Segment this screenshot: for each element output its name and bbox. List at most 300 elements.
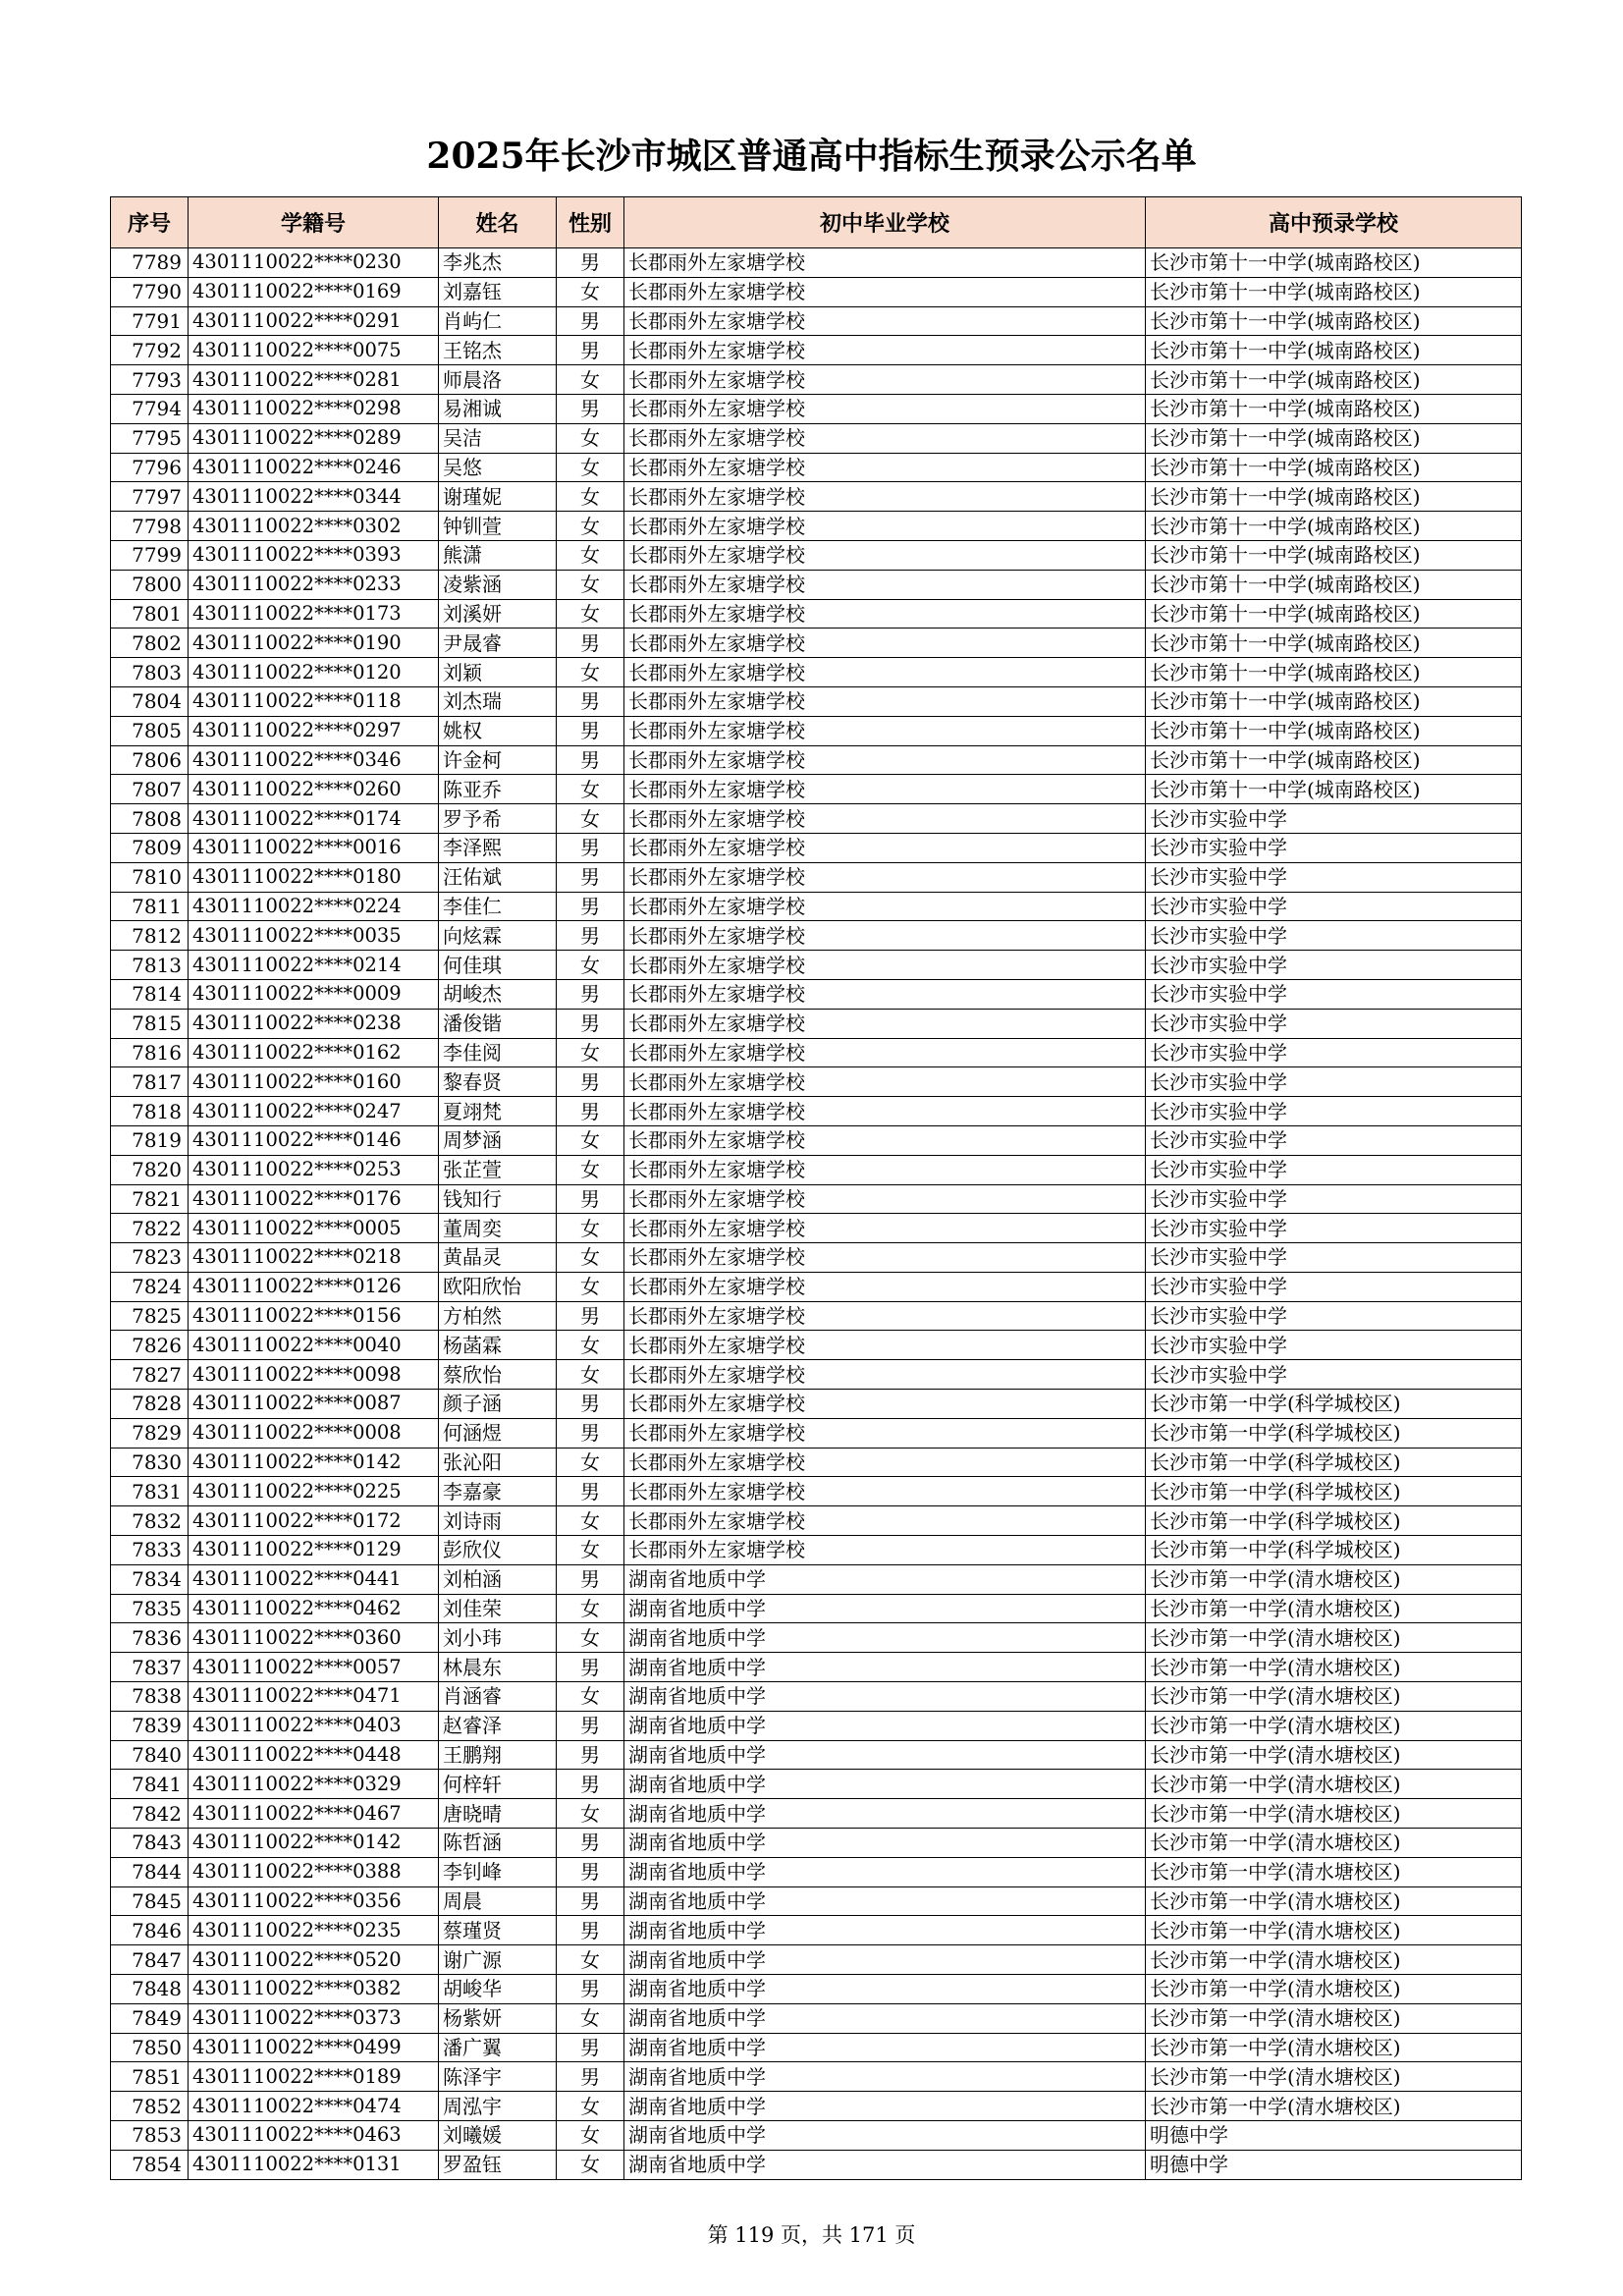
cell-gender: 男 — [557, 1886, 624, 1916]
cell-junior-school: 长郡雨外左家塘学校 — [624, 277, 1146, 306]
table-row — [111, 2092, 1522, 2121]
cell-admitted-school: 长沙市第十一中学(城南路校区) — [1146, 423, 1522, 453]
cell-admitted-school: 长沙市第一中学(清水塘校区) — [1146, 1857, 1522, 1886]
cell-name: 汪佑斌 — [439, 862, 557, 892]
cell-student-id: 4301110022****0129 — [189, 1536, 439, 1565]
cell-student-id: 4301110022****0057 — [189, 1653, 439, 1682]
cell-name: 颜子涵 — [439, 1390, 557, 1419]
cell-admitted-school: 长沙市第十一中学(城南路校区) — [1146, 453, 1522, 482]
cell-junior-school: 湖南省地质中学 — [624, 2003, 1146, 2033]
table-row — [111, 482, 1522, 512]
cell-admitted-school: 长沙市第十一中学(城南路校区) — [1146, 277, 1522, 306]
cell-serial-number: 7823 — [111, 1243, 189, 1273]
cell-name: 黄晶灵 — [439, 1243, 557, 1273]
cell-junior-school: 长郡雨外左家塘学校 — [624, 1301, 1146, 1331]
cell-student-id: 4301110022****0016 — [189, 833, 439, 862]
admission-roster-table — [110, 196, 1522, 2180]
cell-gender: 女 — [557, 658, 624, 687]
cell-name: 师晨洛 — [439, 365, 557, 395]
cell-student-id: 4301110022****0360 — [189, 1623, 439, 1653]
cell-junior-school: 长郡雨外左家塘学校 — [624, 686, 1146, 716]
cell-serial-number: 7813 — [111, 951, 189, 980]
cell-serial-number: 7852 — [111, 2092, 189, 2121]
cell-junior-school: 长郡雨外左家塘学校 — [624, 1331, 1146, 1360]
page-footer: 第 119 页，共 171 页 — [707, 2223, 916, 2247]
cell-gender: 女 — [557, 1682, 624, 1712]
cell-gender: 男 — [557, 1975, 624, 2004]
cell-admitted-school: 长沙市第一中学(科学城校区) — [1146, 1506, 1522, 1536]
cell-admitted-school: 长沙市第一中学(清水塘校区) — [1146, 2062, 1522, 2092]
cell-serial-number: 7826 — [111, 1331, 189, 1360]
cell-serial-number: 7848 — [111, 1975, 189, 2004]
cell-admitted-school: 长沙市第十一中学(城南路校区) — [1146, 716, 1522, 745]
cell-serial-number: 7827 — [111, 1360, 189, 1390]
table-row — [111, 629, 1522, 658]
cell-gender: 男 — [557, 1653, 624, 1682]
cell-gender: 男 — [557, 1916, 624, 1945]
cell-serial-number: 7834 — [111, 1564, 189, 1594]
table-row — [111, 1829, 1522, 1858]
cell-gender: 女 — [557, 1536, 624, 1565]
table-row — [111, 1886, 1522, 1916]
cell-gender: 男 — [557, 2062, 624, 2092]
cell-admitted-school: 长沙市实验中学 — [1146, 1155, 1522, 1184]
cell-admitted-school: 长沙市第一中学(清水塘校区) — [1146, 1623, 1522, 1653]
header-name: 姓名 — [439, 197, 557, 248]
cell-name: 潘俊锴 — [439, 1009, 557, 1038]
cell-admitted-school: 长沙市实验中学 — [1146, 1009, 1522, 1038]
cell-junior-school: 湖南省地质中学 — [624, 2092, 1146, 2121]
cell-admitted-school: 长沙市实验中学 — [1146, 1125, 1522, 1155]
table-row — [111, 1653, 1522, 1682]
cell-gender: 男 — [557, 745, 624, 775]
cell-admitted-school: 明德中学 — [1146, 2121, 1522, 2151]
cell-gender: 女 — [557, 804, 624, 834]
cell-serial-number: 7811 — [111, 892, 189, 921]
cell-student-id: 4301110022****0176 — [189, 1184, 439, 1214]
cell-junior-school: 长郡雨外左家塘学校 — [624, 745, 1146, 775]
cell-serial-number: 7803 — [111, 658, 189, 687]
cell-gender: 女 — [557, 1125, 624, 1155]
cell-student-id: 4301110022****0499 — [189, 2033, 439, 2062]
table-row — [111, 862, 1522, 892]
cell-junior-school: 湖南省地质中学 — [624, 2150, 1146, 2179]
cell-student-id: 4301110022****0474 — [189, 2092, 439, 2121]
cell-gender: 男 — [557, 1418, 624, 1448]
cell-gender: 女 — [557, 1360, 624, 1390]
cell-gender: 男 — [557, 921, 624, 951]
cell-student-id: 4301110022****0298 — [189, 394, 439, 423]
cell-student-id: 4301110022****0297 — [189, 716, 439, 745]
table-row — [111, 658, 1522, 687]
cell-student-id: 4301110022****0393 — [189, 540, 439, 570]
cell-serial-number: 7831 — [111, 1477, 189, 1506]
cell-name: 蔡瑾贤 — [439, 1916, 557, 1945]
table-row — [111, 1360, 1522, 1390]
cell-serial-number: 7829 — [111, 1418, 189, 1448]
cell-junior-school: 长郡雨外左家塘学校 — [624, 1243, 1146, 1273]
table-row — [111, 979, 1522, 1009]
cell-admitted-school: 长沙市第十一中学(城南路校区) — [1146, 599, 1522, 629]
cell-serial-number: 7797 — [111, 482, 189, 512]
cell-junior-school: 长郡雨外左家塘学校 — [624, 540, 1146, 570]
cell-gender: 女 — [557, 482, 624, 512]
cell-junior-school: 湖南省地质中学 — [624, 1945, 1146, 1975]
cell-student-id: 4301110022****0131 — [189, 2150, 439, 2179]
cell-admitted-school: 长沙市第十一中学(城南路校区) — [1146, 248, 1522, 278]
cell-serial-number: 7843 — [111, 1829, 189, 1858]
header-row — [111, 197, 1522, 248]
cell-junior-school: 长郡雨外左家塘学校 — [624, 658, 1146, 687]
table-row — [111, 1331, 1522, 1360]
cell-student-id: 4301110022****0247 — [189, 1097, 439, 1126]
cell-student-id: 4301110022****0180 — [189, 862, 439, 892]
cell-name: 尹晟睿 — [439, 629, 557, 658]
cell-gender: 女 — [557, 2121, 624, 2151]
cell-gender: 男 — [557, 1390, 624, 1419]
cell-student-id: 4301110022****0009 — [189, 979, 439, 1009]
cell-admitted-school: 长沙市实验中学 — [1146, 1038, 1522, 1067]
cell-gender: 女 — [557, 570, 624, 599]
cell-student-id: 4301110022****0035 — [189, 921, 439, 951]
cell-serial-number: 7854 — [111, 2150, 189, 2179]
cell-name: 王鹏翔 — [439, 1740, 557, 1770]
cell-junior-school: 长郡雨外左家塘学校 — [624, 892, 1146, 921]
cell-gender: 女 — [557, 599, 624, 629]
cell-gender: 女 — [557, 1623, 624, 1653]
cell-serial-number: 7838 — [111, 1682, 189, 1712]
cell-student-id: 4301110022****0173 — [189, 599, 439, 629]
cell-serial-number: 7850 — [111, 2033, 189, 2062]
cell-junior-school: 长郡雨外左家塘学校 — [624, 979, 1146, 1009]
cell-name: 陈亚乔 — [439, 775, 557, 804]
cell-gender: 男 — [557, 1301, 624, 1331]
cell-admitted-school: 长沙市第一中学(科学城校区) — [1146, 1477, 1522, 1506]
cell-student-id: 4301110022****0224 — [189, 892, 439, 921]
cell-admitted-school: 长沙市第一中学(清水塘校区) — [1146, 1653, 1522, 1682]
table-row — [111, 599, 1522, 629]
cell-gender: 女 — [557, 453, 624, 482]
cell-serial-number: 7817 — [111, 1067, 189, 1097]
cell-admitted-school: 长沙市实验中学 — [1146, 1331, 1522, 1360]
cell-junior-school: 湖南省地质中学 — [624, 1857, 1146, 1886]
table-row — [111, 833, 1522, 862]
table-row — [111, 1214, 1522, 1243]
cell-student-id: 4301110022****0218 — [189, 1243, 439, 1273]
cell-junior-school: 湖南省地质中学 — [624, 1975, 1146, 2004]
cell-admitted-school: 长沙市实验中学 — [1146, 951, 1522, 980]
cell-admitted-school: 长沙市第十一中学(城南路校区) — [1146, 745, 1522, 775]
table-header — [111, 197, 1522, 248]
table-row — [111, 745, 1522, 775]
header-junior-school: 初中毕业学校 — [624, 197, 1146, 248]
table-row — [111, 892, 1522, 921]
cell-serial-number: 7841 — [111, 1770, 189, 1799]
cell-gender: 男 — [557, 248, 624, 278]
table-row — [111, 1536, 1522, 1565]
cell-serial-number: 7812 — [111, 921, 189, 951]
cell-student-id: 4301110022****0118 — [189, 686, 439, 716]
table-row — [111, 804, 1522, 834]
cell-student-id: 4301110022****0190 — [189, 629, 439, 658]
cell-name: 李佳阅 — [439, 1038, 557, 1067]
cell-name: 唐晓晴 — [439, 1799, 557, 1829]
cell-serial-number: 7805 — [111, 716, 189, 745]
cell-name: 欧阳欣怡 — [439, 1272, 557, 1301]
cell-name: 刘佳荣 — [439, 1594, 557, 1623]
cell-serial-number: 7836 — [111, 1623, 189, 1653]
table-row — [111, 540, 1522, 570]
table-row — [111, 512, 1522, 541]
cell-serial-number: 7806 — [111, 745, 189, 775]
cell-name: 胡峻华 — [439, 1975, 557, 2004]
cell-junior-school: 长郡雨外左家塘学校 — [624, 1536, 1146, 1565]
cell-junior-school: 长郡雨外左家塘学校 — [624, 716, 1146, 745]
cell-student-id: 4301110022****0230 — [189, 248, 439, 278]
cell-serial-number: 7853 — [111, 2121, 189, 2151]
cell-serial-number: 7840 — [111, 1740, 189, 1770]
cell-gender: 男 — [557, 2033, 624, 2062]
cell-student-id: 4301110022****0388 — [189, 1857, 439, 1886]
table-row — [111, 277, 1522, 306]
cell-serial-number: 7794 — [111, 394, 189, 423]
cell-admitted-school: 长沙市第十一中学(城南路校区) — [1146, 658, 1522, 687]
cell-gender: 女 — [557, 1448, 624, 1477]
cell-junior-school: 长郡雨外左家塘学校 — [624, 365, 1146, 395]
table-row — [111, 1975, 1522, 2004]
cell-serial-number: 7846 — [111, 1916, 189, 1945]
cell-student-id: 4301110022****0344 — [189, 482, 439, 512]
table-row — [111, 716, 1522, 745]
cell-junior-school: 湖南省地质中学 — [624, 2033, 1146, 2062]
document-title: 2025年长沙市城区普通高中指标生预录公示名单 — [426, 136, 1197, 177]
cell-junior-school: 湖南省地质中学 — [624, 2062, 1146, 2092]
cell-gender: 女 — [557, 365, 624, 395]
cell-name: 刘杰瑞 — [439, 686, 557, 716]
cell-admitted-school: 长沙市实验中学 — [1146, 1184, 1522, 1214]
cell-serial-number: 7789 — [111, 248, 189, 278]
cell-admitted-school: 长沙市第一中学(清水塘校区) — [1146, 1594, 1522, 1623]
cell-name: 黎春贤 — [439, 1067, 557, 1097]
table-row — [111, 2033, 1522, 2062]
cell-student-id: 4301110022****0238 — [189, 1009, 439, 1038]
table-row — [111, 2150, 1522, 2179]
cell-student-id: 4301110022****0098 — [189, 1360, 439, 1390]
cell-junior-school: 长郡雨外左家塘学校 — [624, 570, 1146, 599]
cell-serial-number: 7837 — [111, 1653, 189, 1682]
cell-serial-number: 7796 — [111, 453, 189, 482]
cell-gender: 男 — [557, 1740, 624, 1770]
cell-admitted-school: 长沙市实验中学 — [1146, 862, 1522, 892]
cell-gender: 女 — [557, 2150, 624, 2179]
header-admitted-school: 高中预录学校 — [1146, 197, 1522, 248]
table-row — [111, 1945, 1522, 1975]
table-row — [111, 775, 1522, 804]
cell-gender: 男 — [557, 1067, 624, 1097]
table-row — [111, 1301, 1522, 1331]
cell-student-id: 4301110022****0075 — [189, 336, 439, 365]
cell-student-id: 4301110022****0225 — [189, 1477, 439, 1506]
table-row — [111, 1564, 1522, 1594]
cell-student-id: 4301110022****0172 — [189, 1506, 439, 1536]
cell-admitted-school: 长沙市第一中学(清水塘校区) — [1146, 1886, 1522, 1916]
cell-admitted-school: 长沙市第一中学(科学城校区) — [1146, 1536, 1522, 1565]
table-row — [111, 1125, 1522, 1155]
table-row — [111, 1506, 1522, 1536]
cell-name: 李佳仁 — [439, 892, 557, 921]
cell-name: 钱知行 — [439, 1184, 557, 1214]
cell-student-id: 4301110022****0162 — [189, 1038, 439, 1067]
cell-name: 刘颖 — [439, 658, 557, 687]
cell-junior-school: 长郡雨外左家塘学校 — [624, 1125, 1146, 1155]
cell-gender: 男 — [557, 1477, 624, 1506]
cell-admitted-school: 长沙市第一中学(科学城校区) — [1146, 1448, 1522, 1477]
table-row — [111, 1067, 1522, 1097]
cell-junior-school: 长郡雨外左家塘学校 — [624, 1038, 1146, 1067]
cell-name: 吴悠 — [439, 453, 557, 482]
cell-name: 王铭杰 — [439, 336, 557, 365]
cell-name: 何佳琪 — [439, 951, 557, 980]
cell-admitted-school: 长沙市第一中学(清水塘校区) — [1146, 1682, 1522, 1712]
cell-student-id: 4301110022****0281 — [189, 365, 439, 395]
cell-serial-number: 7835 — [111, 1594, 189, 1623]
table-row — [111, 686, 1522, 716]
cell-serial-number: 7793 — [111, 365, 189, 395]
cell-gender: 男 — [557, 1097, 624, 1126]
cell-serial-number: 7792 — [111, 336, 189, 365]
cell-name: 胡峻杰 — [439, 979, 557, 1009]
cell-admitted-school: 长沙市实验中学 — [1146, 804, 1522, 834]
cell-junior-school: 湖南省地质中学 — [624, 1799, 1146, 1829]
cell-gender: 男 — [557, 1711, 624, 1740]
cell-gender: 男 — [557, 979, 624, 1009]
cell-name: 罗盈钰 — [439, 2150, 557, 2179]
cell-gender: 女 — [557, 1506, 624, 1536]
cell-student-id: 4301110022****0126 — [189, 1272, 439, 1301]
cell-junior-school: 长郡雨外左家塘学校 — [624, 336, 1146, 365]
cell-serial-number: 7809 — [111, 833, 189, 862]
cell-gender: 女 — [557, 1331, 624, 1360]
cell-junior-school: 湖南省地质中学 — [624, 2121, 1146, 2151]
cell-junior-school: 长郡雨外左家塘学校 — [624, 453, 1146, 482]
cell-admitted-school: 长沙市第十一中学(城南路校区) — [1146, 365, 1522, 395]
cell-junior-school: 湖南省地质中学 — [624, 1653, 1146, 1682]
cell-name: 刘曦媛 — [439, 2121, 557, 2151]
cell-admitted-school: 长沙市第一中学(清水塘校区) — [1146, 1945, 1522, 1975]
cell-gender: 男 — [557, 862, 624, 892]
cell-name: 肖屿仁 — [439, 306, 557, 336]
cell-name: 周晨 — [439, 1886, 557, 1916]
cell-junior-school: 长郡雨外左家塘学校 — [624, 1097, 1146, 1126]
cell-serial-number: 7842 — [111, 1799, 189, 1829]
table-row — [111, 336, 1522, 365]
cell-gender: 女 — [557, 1038, 624, 1067]
table-row — [111, 453, 1522, 482]
cell-junior-school: 湖南省地质中学 — [624, 1829, 1146, 1858]
cell-gender: 男 — [557, 629, 624, 658]
cell-gender: 女 — [557, 1594, 624, 1623]
cell-serial-number: 7851 — [111, 2062, 189, 2092]
cell-junior-school: 长郡雨外左家塘学校 — [624, 951, 1146, 980]
cell-name: 刘嘉钰 — [439, 277, 557, 306]
cell-gender: 女 — [557, 277, 624, 306]
cell-admitted-school: 长沙市第一中学(清水塘校区) — [1146, 1740, 1522, 1770]
cell-serial-number: 7845 — [111, 1886, 189, 1916]
cell-gender: 男 — [557, 833, 624, 862]
cell-name: 李泽熙 — [439, 833, 557, 862]
cell-serial-number: 7849 — [111, 2003, 189, 2033]
table-row — [111, 1594, 1522, 1623]
cell-student-id: 4301110022****0008 — [189, 1418, 439, 1448]
cell-admitted-school: 长沙市实验中学 — [1146, 1243, 1522, 1273]
cell-admitted-school: 长沙市第十一中学(城南路校区) — [1146, 306, 1522, 336]
cell-gender: 男 — [557, 1009, 624, 1038]
cell-name: 张沁阳 — [439, 1448, 557, 1477]
cell-junior-school: 长郡雨外左家塘学校 — [624, 1155, 1146, 1184]
cell-admitted-school: 长沙市第一中学(清水塘校区) — [1146, 1770, 1522, 1799]
cell-admitted-school: 长沙市实验中学 — [1146, 1067, 1522, 1097]
cell-junior-school: 长郡雨外左家塘学校 — [624, 1477, 1146, 1506]
cell-serial-number: 7807 — [111, 775, 189, 804]
cell-student-id: 4301110022****0169 — [189, 277, 439, 306]
cell-student-id: 4301110022****0329 — [189, 1770, 439, 1799]
cell-gender: 男 — [557, 1857, 624, 1886]
cell-gender: 男 — [557, 1770, 624, 1799]
cell-gender: 男 — [557, 336, 624, 365]
cell-serial-number: 7802 — [111, 629, 189, 658]
cell-junior-school: 长郡雨外左家塘学校 — [624, 1448, 1146, 1477]
table-row — [111, 1155, 1522, 1184]
cell-student-id: 4301110022****0260 — [189, 775, 439, 804]
cell-gender: 女 — [557, 1155, 624, 1184]
cell-student-id: 4301110022****0463 — [189, 2121, 439, 2151]
cell-name: 凌紫涵 — [439, 570, 557, 599]
cell-name: 杨紫妍 — [439, 2003, 557, 2033]
table-row — [111, 1390, 1522, 1419]
cell-name: 李钊峰 — [439, 1857, 557, 1886]
cell-junior-school: 湖南省地质中学 — [624, 1916, 1146, 1945]
cell-gender: 男 — [557, 306, 624, 336]
cell-name: 陈泽宇 — [439, 2062, 557, 2092]
cell-admitted-school: 长沙市实验中学 — [1146, 979, 1522, 1009]
cell-admitted-school: 长沙市第十一中学(城南路校区) — [1146, 570, 1522, 599]
cell-admitted-school: 明德中学 — [1146, 2150, 1522, 2179]
cell-student-id: 4301110022****0403 — [189, 1711, 439, 1740]
table-row — [111, 1184, 1522, 1214]
table-row — [111, 1770, 1522, 1799]
cell-student-id: 4301110022****0289 — [189, 423, 439, 453]
table-row — [111, 394, 1522, 423]
cell-serial-number: 7810 — [111, 862, 189, 892]
cell-admitted-school: 长沙市第一中学(清水塘校区) — [1146, 2003, 1522, 2033]
table-row — [111, 1038, 1522, 1067]
cell-student-id: 4301110022****0087 — [189, 1390, 439, 1419]
cell-gender: 女 — [557, 1243, 624, 1273]
cell-admitted-school: 长沙市第一中学(清水塘校区) — [1146, 2092, 1522, 2121]
cell-serial-number: 7798 — [111, 512, 189, 541]
cell-student-id: 4301110022****0005 — [189, 1214, 439, 1243]
cell-student-id: 4301110022****0214 — [189, 951, 439, 980]
table-row — [111, 306, 1522, 336]
cell-name: 李兆杰 — [439, 248, 557, 278]
cell-name: 钟钏萱 — [439, 512, 557, 541]
cell-serial-number: 7816 — [111, 1038, 189, 1067]
table-row — [111, 2062, 1522, 2092]
cell-student-id: 4301110022****0448 — [189, 1740, 439, 1770]
cell-serial-number: 7800 — [111, 570, 189, 599]
cell-student-id: 4301110022****0156 — [189, 1301, 439, 1331]
cell-admitted-school: 长沙市实验中学 — [1146, 1214, 1522, 1243]
